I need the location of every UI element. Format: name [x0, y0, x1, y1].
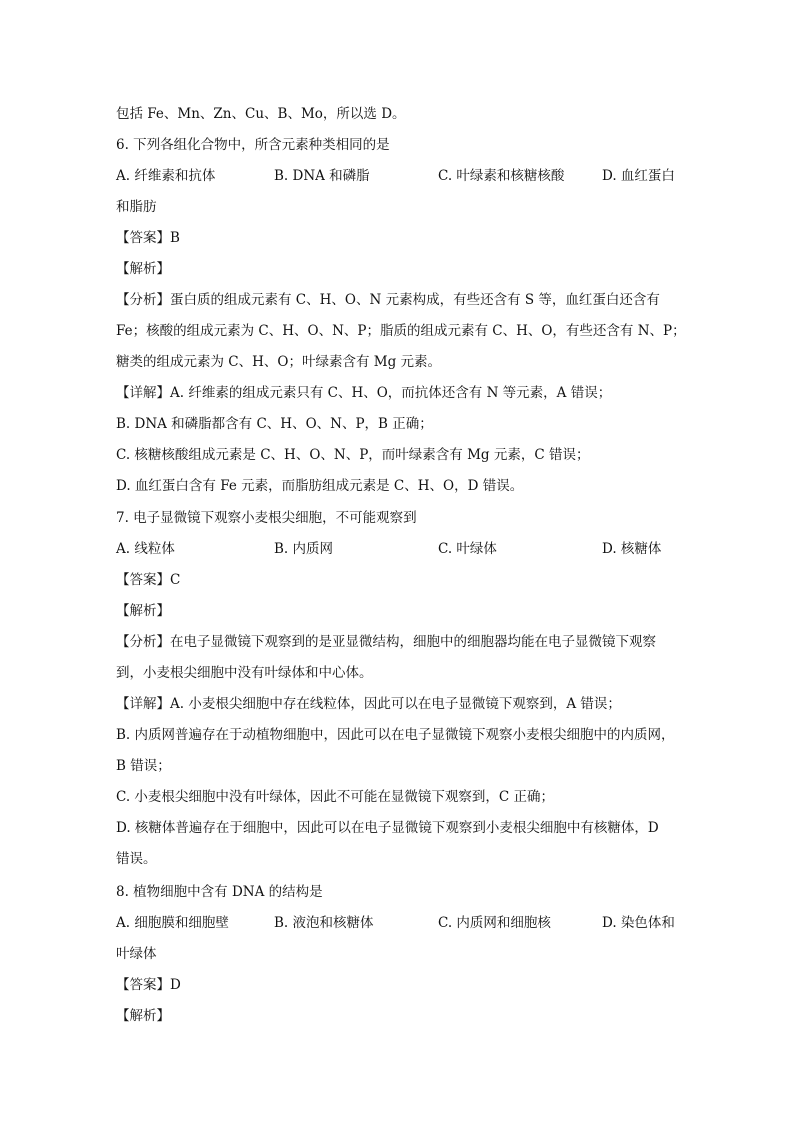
text-line: D. 血红蛋白含有 Fe 元素，而脂肪组成元素是 C、H、O，D 错误。: [116, 478, 524, 494]
text-line: 【分析】蛋白质的组成元素有 C、H、O、N 元素构成，有些还含有 S 等，血红蛋白还含有: [116, 292, 660, 308]
text-line: 错误。: [116, 851, 157, 867]
q8-option-c: C. 内质网和细胞核: [438, 915, 551, 931]
analysis-label: 【解析】: [116, 261, 170, 277]
q6-option-d: D. 血红蛋白: [602, 168, 675, 184]
q7-option-b: B. 内质网: [274, 541, 334, 557]
text-line: 叶绿体: [116, 946, 157, 962]
answer-label: 【答案】D: [116, 977, 181, 993]
question-7: 7. 电子显微镜下观察小麦根尖细胞，不可能观察到: [116, 510, 417, 526]
text-line: 【详解】A. 纤维素的组成元素只有 C、H、O，而抗体还含有 N 等元素，A 错误；: [116, 385, 612, 401]
q7-option-c: C. 叶绿体: [438, 541, 497, 557]
answer-label: 【答案】C: [116, 572, 181, 588]
q6-option-a: A. 纤维素和抗体: [116, 168, 216, 184]
text-line: D. 核糖体普遍存在于细胞中，因此可以在电子显微镜下观察到小麦根尖细胞中有核糖体，D: [116, 820, 659, 836]
q8-option-a: A. 细胞膜和细胞壁: [116, 915, 229, 931]
analysis-label: 【解析】: [116, 1008, 170, 1024]
text-line: Fe；核酸的组成元素为 C、H、O、N、P；脂质的组成元素有 C、H、O，有些还含有 N、P；: [116, 323, 686, 339]
q8-option-b: B. 液泡和核糖体: [274, 915, 374, 931]
text-line: B. DNA 和磷脂都含有 C、H、O、N、P，B 正确；: [116, 416, 433, 432]
answer-label: 【答案】B: [116, 230, 180, 246]
text-line: C. 核糖核酸组成元素是 C、H、O、N、P，而叶绿素含有 Mg 元素，C 错误；: [116, 447, 590, 463]
text-line: C. 小麦根尖细胞中没有叶绿体，因此不可能在显微镜下观察到，C 正确；: [116, 789, 555, 805]
question-6: 6. 下列各组化合物中，所含元素种类相同的是: [116, 137, 390, 153]
q6-option-b: B. DNA 和磷脂: [274, 168, 370, 184]
analysis-label: 【解析】: [116, 603, 170, 619]
q7-option-d: D. 核糖体: [602, 541, 662, 557]
text-line: 糖类的组成元素为 C、H、O；叶绿素含有 Mg 元素。: [116, 354, 442, 370]
text-line: B. 内质网普遍存在于动植物细胞中，因此可以在电子显微镜下观察小麦根尖细胞中的内质网，: [116, 727, 675, 743]
text-line: 【详解】A. 小麦根尖细胞中存在线粒体，因此可以在电子显微镜下观察到，A 错误；: [116, 696, 621, 712]
question-8: 8. 植物细胞中含有 DNA 的结构是: [116, 884, 323, 900]
text-line: 包括 Fe、Mn、Zn、Cu、B、Mo，所以选 D。: [116, 106, 406, 122]
text-line: 和脂肪: [116, 199, 157, 215]
q7-option-a: A. 线粒体: [116, 541, 175, 557]
text-line: 到，小麦根尖细胞中没有叶绿体和中心体。: [116, 665, 373, 681]
text-line: B 错误；: [116, 758, 171, 774]
q8-option-d: D. 染色体和: [602, 915, 675, 931]
q6-option-c: C. 叶绿素和核糖核酸: [438, 168, 565, 184]
text-line: 【分析】在电子显微镜下观察到的是亚显微结构，细胞中的细胞器均能在电子显微镜下观察: [116, 634, 656, 650]
